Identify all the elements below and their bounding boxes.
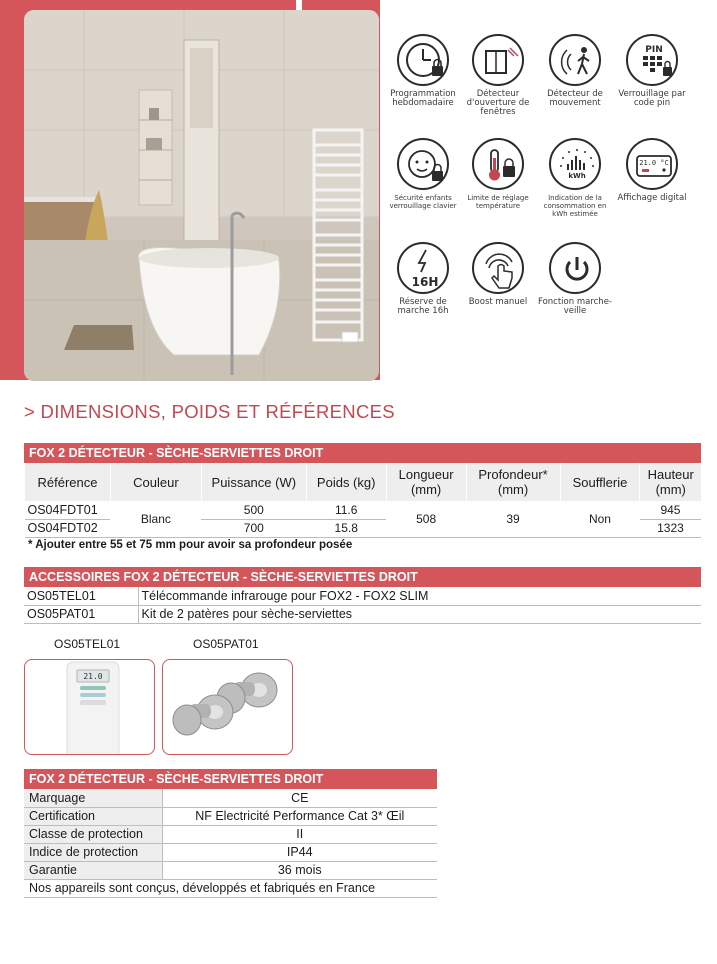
boost-hand-icon	[472, 242, 524, 294]
accessories-table	[24, 587, 701, 624]
feature-label: Détecteur de mouvement	[547, 89, 603, 108]
col-header: Profondeur* (mm)	[466, 463, 560, 501]
feature-display	[613, 138, 691, 203]
cell-hauteur: 945	[640, 501, 701, 519]
display-badge: 21.0 °C	[639, 159, 669, 167]
spec-key: Classe de protection	[24, 825, 162, 843]
col-header: Puissance (W)	[201, 463, 306, 501]
feature-kwh	[536, 138, 614, 218]
col-header: Hauteur (mm)	[640, 463, 701, 501]
table-row	[25, 501, 702, 519]
cell-couleur: Blanc	[110, 501, 201, 537]
pin-badge: PIN	[645, 45, 663, 55]
spec-title: FOX 2 DÉTECTEUR - SÈCHE-SERVIETTES DROIT	[24, 769, 437, 789]
spec-value: II	[162, 825, 437, 843]
kwh-gauge-icon	[549, 138, 601, 190]
feature-boost	[459, 242, 537, 307]
cell-poids: 15.8	[306, 519, 386, 537]
accessory-desc: Kit de 2 patères pour sèche-serviettes	[138, 605, 701, 623]
table-header-row	[25, 463, 702, 501]
band-bottom-edge	[0, 380, 717, 396]
spec-key: Indice de protection	[24, 843, 162, 861]
feature-programming	[384, 34, 462, 108]
table-row	[24, 825, 437, 843]
feature-label: Verrouillage par code pin	[618, 89, 686, 108]
feature-label: Sécurité enfants verrouillage clavier	[389, 194, 457, 210]
col-header: Couleur	[110, 463, 201, 501]
col-header: Référence	[25, 463, 111, 501]
section-title: > DIMENSIONS, POIDS ET RÉFÉRENCES	[24, 401, 395, 422]
cell-puissance: 700	[201, 519, 306, 537]
remote-image	[24, 659, 155, 755]
accessory-ref: OS05TEL01	[24, 587, 138, 605]
motion-sensor-icon	[549, 34, 601, 86]
spec-key: Marquage	[24, 789, 162, 807]
table-row	[24, 843, 437, 861]
cell-puissance: 500	[201, 501, 306, 519]
feature-label: Réserve de marche 16h	[397, 297, 449, 316]
feature-label: Limite de réglage température	[467, 194, 529, 210]
feature-pin-lock	[613, 34, 691, 108]
table-row	[24, 605, 701, 623]
thermometer-lock-icon	[472, 138, 524, 190]
product-photo	[24, 10, 379, 381]
feature-label: Affichage digital	[617, 193, 687, 203]
dimensions-table	[24, 463, 701, 538]
feature-label: Indication de la consommation en kWh estimée	[543, 194, 607, 218]
feature-power	[536, 242, 614, 316]
pin-keypad-icon	[626, 34, 678, 86]
remote-screen-value: 21.0	[83, 672, 103, 681]
cell-longueur: 508	[386, 501, 466, 537]
power-reserve-icon	[397, 242, 449, 294]
col-header: Soufflerie	[560, 463, 640, 501]
accessory-caption-hooks: OS05PAT01	[193, 637, 259, 651]
spec-value: NF Electricité Performance Cat 3* Œil	[162, 807, 437, 825]
spec-key: Garantie	[24, 861, 162, 879]
spec-footer: Nos appareils sont conçus, développés et fabriqués en France	[24, 879, 437, 897]
feature-label: Programmation hebdomadaire	[390, 89, 456, 108]
table-row	[24, 879, 437, 897]
cell-profondeur: 39	[466, 501, 560, 537]
cell-ref: OS04FDT01	[25, 501, 111, 519]
kwh-badge: kWh	[568, 172, 586, 180]
feature-motion-detector	[536, 34, 614, 108]
spec-key: Certification	[24, 807, 162, 825]
feature-label: Boost manuel	[468, 297, 528, 307]
digital-display-icon	[626, 138, 678, 190]
child-lock-icon	[397, 138, 449, 190]
spec-value: CE	[162, 789, 437, 807]
feature-temp-limit	[459, 138, 537, 210]
feature-power-reserve	[384, 242, 462, 316]
clock-lock-icon	[397, 34, 449, 86]
spec-value: IP44	[162, 843, 437, 861]
accessory-desc: Télécommande infrarouge pour FOX2 - FOX2 SLIM	[138, 587, 701, 605]
band-divider	[296, 0, 302, 10]
depth-note: * Ajouter entre 55 et 75 mm pour avoir sa profondeur posée	[28, 539, 353, 551]
power-icon	[549, 242, 601, 294]
col-header: Poids (kg)	[306, 463, 386, 501]
cell-soufflerie: Non	[560, 501, 640, 537]
accessories-title: ACCESSOIRES FOX 2 DÉTECTEUR - SÈCHE-SERVIETTES DROIT	[24, 567, 701, 587]
spec-value: 36 mois	[162, 861, 437, 879]
spec-table	[24, 789, 437, 898]
feature-label: Fonction marche-veille	[538, 297, 612, 316]
window-sensor-icon	[472, 34, 524, 86]
reserve-badge: 16H	[411, 275, 439, 289]
main-table-title: FOX 2 DÉTECTEUR - SÈCHE-SERVIETTES DROIT	[24, 443, 701, 463]
hooks-image	[162, 659, 293, 755]
table-row	[24, 789, 437, 807]
table-row	[24, 587, 701, 605]
cell-poids: 11.6	[306, 501, 386, 519]
table-row	[24, 807, 437, 825]
feature-window-detector	[459, 34, 537, 117]
cell-ref: OS04FDT02	[25, 519, 111, 537]
table-row	[24, 861, 437, 879]
feature-child-lock	[384, 138, 462, 210]
feature-label: Détecteur d'ouverture de fenêtres	[466, 89, 530, 117]
col-header: Longueur (mm)	[386, 463, 466, 501]
cell-hauteur: 1323	[640, 519, 701, 537]
accessory-caption-remote: OS05TEL01	[54, 637, 121, 651]
accessory-ref: OS05PAT01	[24, 605, 138, 623]
